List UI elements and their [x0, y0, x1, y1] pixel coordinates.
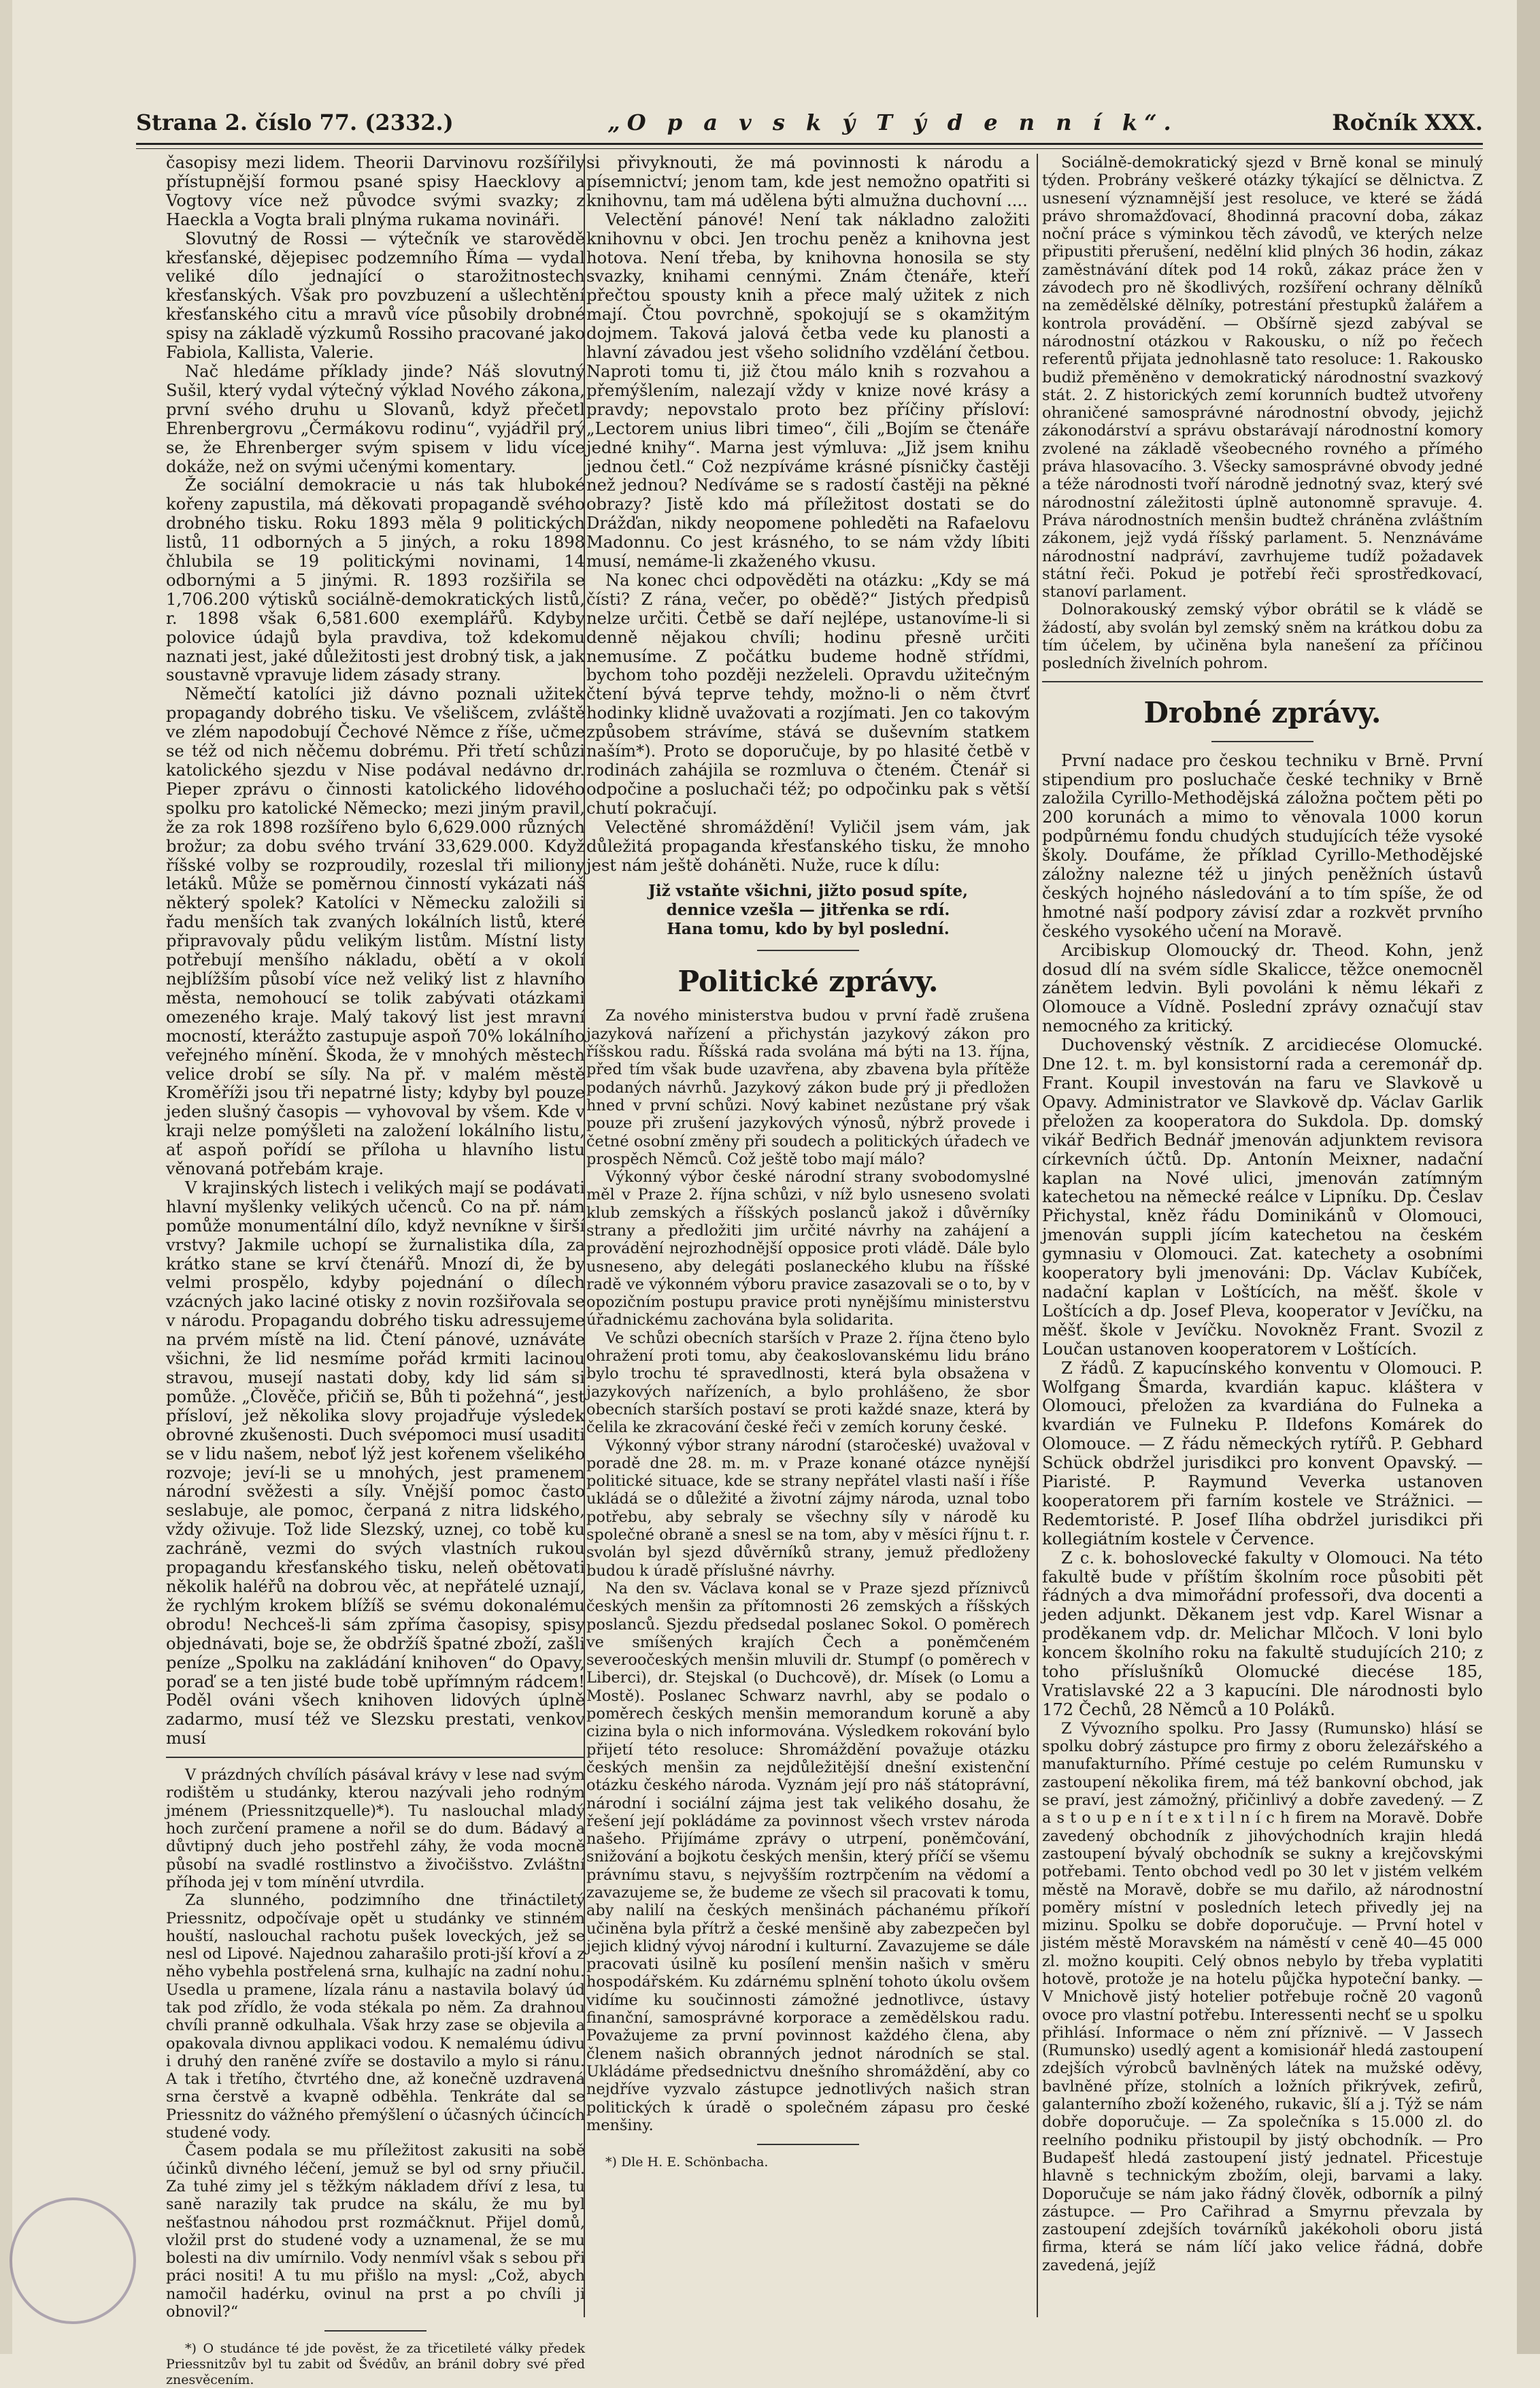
- header-rule: [136, 143, 1483, 145]
- page-left-edge: [0, 0, 12, 2354]
- footnote: *) Dle H. E. Schönbacha.: [605, 2155, 769, 2170]
- feuilleton-paragraph: Časem podala se mu příležitost zakusiti na sobě účinků divného léčení, jemuž se byl od srny přiučil. Za tuhé zimy jel s těžkým nákladem dříví z lesa, tu saně narazily tak prudce na skálu, že mu byl nešťastnou náhodou prst rozmáčknut. Přijel domů, vložil prst do studené vody a uznamenal, že se mu bolesti na div umírnilo. Vody nenmívl však s sebou při práci nositi! A tu mu přišlo na mysl: „Což, abych namočil hadérku, ovinul na prst a po chvíli ji obnovil?“: [166, 2142, 585, 2321]
- news-item: Z Vývozního spolku. Pro Jassy (Rumunsko) hlásí se spolku dobrý zástupce pro firmy z oboru železářského a manufakturního. Přímé cestuje po celém Rumunsku v zastoupení několika firem, má též bankovní obchod, jak se praví, jest zámožný, přičinlivý a dobře zavedený. — Z a s t o u p e n í t e x t i l n í c h firem na Moravě. Dobře zavedený obchodník z jihovýchodních krajin hledá zastoupení bývalý obchodník se sukny a krejčovskými potřebami. Tento obchod vedl po 30 let v jistém velkém městě na Moravě, dobře se mu dařilo, až národnostní poměry místní v posledních letech přivedly jej na mizinu. Spolku se dobře doporučuje. — První hotel v jistém městě Moravském na náměstí v ceně 40—45 000 zl. možno koupiti. Celý obnos nebylo by třeba vyplatiti hotově, protože je na hotelu půjčka hypoteční banky. — V Mnichově jistý hotelier potřebuje ročně 20 vagonů ovoce pro vlastní potřebu. Interessenti nechť se u spolku přihlásí. Informace o něm zní příznivě. — V Jassech (Rumunsko) usedlý agent a komisionář hledá zastoupení zdejších výrobců bavlněných látek na mužské oděvy, bavlněné příze, stolních a ložních přikrývek, zefirů, galanterního zboží koženého, rukavic, šlí a j. Týž se nám dobře doporučuje. — Za společníka s 15.000 zl. do reelního podniku přistoupil by jistý obchodník. — Pro Budapešť hledá zastoupení jistý jednatel. Přicestuje hlavně s technickým zbožím, oleji, barvami a laky. Doporučuje se nám jako řádný člověk, odborník a pilný zástupce. — Pro Cařihrad a Smyrnu převzala by zastoupení zdejších továrníků jakékoholi oboru jistá firma, která se nám líčí jako velice řádná, dobře zavedená, jejíž: [1042, 1719, 1483, 2274]
- page-header: [136, 106, 1483, 139]
- news-item: Arcibiskup Olomoucký dr. Theod. Kohn, jenž dosud dlí na svém sídle Skalicce, těžce onemocněl zánětem ledvin. Byli povoláni k němu lékaři z Olomouce a Vídně. Poslední zprávy označují stav nemocného za kritický.: [1042, 940, 1483, 1036]
- section-heading-political-news: Politické zprávy.: [677, 965, 939, 999]
- footnote-divider: [324, 2330, 426, 2332]
- page-right-edge: [1517, 0, 1540, 2354]
- paragraph: Že sociální demokracie u nás tak hluboké kořeny zapustila, má děkovati propagandě svého drobného tisku. Roku 1893 měla 9 politických listů, 11 odborných a 5 jiných, a roku 1898 čhlubila se 19 politickými novinami, 14 odbornými a 5 jinými. R. 1893 rozšiřila se 1,706.200 výtisků sociálně-demokratických listů, r. 1898 však 6,581.600 exemplářů. Kdyby polovice údajů byla pravdiva, tož kdekomu naznati jest, jaké důležitosti jest drobný tisk, a jak soustavně vpravuje lidem zásady strany.: [166, 476, 585, 685]
- paragraph: Velectěné shromáždění! Vyličil jsem vám, jak důležitá propaganda křesťanského tisku, že mnoho jest nám ještě doháněti. Nuže, ruce k dílu:: [586, 817, 1030, 875]
- paragraph: Slovutný de Rossi — výtečník ve starovědě křesťanské, dějepisec podzemního Říma — vydal veliké dílo jednající o starožitnostech křesťanských. Však pro povzbuzení a ušlechtění křesťanského citu a mravů více působily drobné spisy na základě výzkumů Rossiho pracované jako Fabiola, Kallista, Valerie.: [166, 229, 585, 363]
- news-item: Za nového ministerstva budou v první řadě zrušena jazyková nařízení a přichystán jazykový zákon pro říšskou radu. Říšská rada svolána má býti na 13. října, před tím však bude uzavřena, aby zbavena byla přítěže podaných návrhů. Jazykový zákon bude prý ji předložen hned v první schůzi. Nový kabinet nezůstane prý však pouze při zrušení jazykových výnosů, nýbrž provede i četné osobní změny při soudech a politických úřadech ve prospěch Němců. Což ještě tobo mají málo?: [586, 1007, 1030, 1168]
- section-divider: [1211, 741, 1313, 742]
- news-item: Z c. k. bohoslovecké fakulty v Olomouci. Na této fakultě bude v příštím školním roce působiti pět řádných a dva mimořádní professoři, dva docenti a jeden adjunkt. Děkanem jest vdp. Karel Wisnar a proděkanem vdp. dr. Melichar Mlčoch. V loni bylo koncem školního roku na fakultě studujících 210; z toho příslušníků Olomucké diecése 185, Vratislavské 22 a 3 kapucíni. Dle národnosti bylo 172 Čechů, 28 Němců a 10 Poláků.: [1042, 1548, 1483, 1719]
- header-volume: Ročník XXX.: [1332, 110, 1483, 135]
- poem-line: Hana tomu, kdo by byl poslední.: [667, 920, 950, 939]
- section-heading-short-news: Drobné zprávy.: [1143, 695, 1382, 729]
- news-item: Dolnorakouský zemský výbor obrátil se k vládě se žádostí, aby svolán byl zemský sněm na krátkou dobu za tím účelem, by učiněna byla nanešení za příčinou posledních živelních pohrom.: [1042, 601, 1483, 673]
- news-item: Výkonný výbor strany národní (staročeské) uvažoval v poradě dne 28. m. m. v Praze konané otázce nynější politické situace, kde se strany nepřátel vlasti naší i říše ukládá se o důležité a životní zájmy národa, uznal tobo potřebu, aby sebraly se všechny síly v národě ku společné obraně a snesl se na tom, aby v měsíci říjnu t. r. svolán byl sjezd důvěrníků strany, jemuž předloženy budou k úradě příslušné návrhy.: [586, 1436, 1030, 1580]
- column-3: [1042, 154, 1483, 2324]
- news-item: Z řádů. Z kapucínského konventu v Olomouci. P. Wolfgang Šmarda, kvardián kapuc. kláštera v Olomouci, přeložen za kvardiána do Fulneka a kvardián ve Fulneku P. Ildefons Komárek do Olomouce. — Z řádu německých rytířů. P. Gebhard Schück obdržel jurisdikci pro konvent Opavský. — Piaristé. P. Raymund Veverka ustanoven kooperatorem při farním kostele ve Strážnici. — Redemtoristé. P. Josef Ilíha obdržel jurisdikci při kollegiátním kostele v Července.: [1042, 1358, 1483, 1548]
- column-1: [166, 153, 585, 2388]
- paragraph: si přivyknouti, že má povinnosti k národu a písemnictví; jenom tam, kde jest nemožno opatřiti si knihovnu, tam má udělena býti almužna duchovní ....: [586, 153, 1030, 210]
- poem-line: dennice vzešla — jitřenka se rdí.: [666, 901, 950, 920]
- paragraph: Němečtí katolíci již dávno poznali užitek propagandy dobrého tisku. Ve všelišcem, zvláště ve zlém napodobují Čechové Němce z říše, učme se též od nich něčemu dobrému. Při třetí schůzi katolického sjezdu v Nise podával nedávno dr. Pieper zprávu o činnosti katolického lidového spolku pro katolické Německo; mezi jiným pravil, že za rok 1898 rozšířeno bylo 6,629.000 různých brožur; za dobu svého trvání 33,629.000. Když říšské volby se rozproudily, rozeslal tři miliony letáků. Může se poměrnou činností vykázati náš některý spolek? Katolíci v Německu založili si řadu menších tak zvaných lokálních listů, které připravovaly půdu velikým listům. Místní listy potřebují menšího nákladu, obětí a v okolí nejblížším působí více než veliký list z hlavního města, nemohoucí se tolik zabývati otázkami omezeného kraje. Malý takový list jest mravní mocností, kterážto zastupuje aspoň 70% lokálního veřejného mínění. Škoda, že v mnohých městech velice drobí se síly. Na př. v malém městě Kroměříži jsou tři nepatrné listy; kdyby byl pouze jeden slušný časopis — vyhovoval by všem. Kde v kraji nelze pomýšleti na založení lokálního listu, ať aspoň pořídí se příloha u hlavního listu věnovaná potřebám kraje.: [166, 684, 585, 1179]
- library-stamp: [10, 2198, 136, 2324]
- paragraph: Nač hledáme příklady jinde? Náš slovutný Sušil, který vydal výtečný výklad Nového zákona, první svého druhu u Slovanů, když přečetl Ehrenbergrovu „Čermákovu rodinu“, vyjádřil prý se, že Ehrenberger svým spisem v lidu více dokáže, než on svými učenými komentary.: [166, 361, 585, 476]
- header-page-number: Strana 2. číslo 77. (2332.): [136, 110, 454, 135]
- column-divider: [1037, 154, 1038, 2317]
- news-item: Na den sv. Václava konal se v Praze sjezd příznivců českých menšin za přítomnosti 26 zemských a říšských poslanců. Sjezdu předsedal poslanec Sokol. O poměrech ve smíšených krajích Čech a poněmčeném severoočeských menšin mluvili dr. Stumpf (o poměrech v Liberci), dr. Stejskal (o Duchcově), dr. Mísek (o Lomu a Mostě). Poslanec Schwarz navrhl, aby se podalo o poměrech českých menšin memorandum koruně a aby cizina byla o nich informována. Výsledkem rokování bylo přijetí této resoluce: Shromáždění považuje otázku českých menšin za nejdůležitější dnešní existenční otázku českého národa. Vyznám její pro náš státoprávní, národní i sociální zájma jest tak velikého dosahu, že řešení její pokládáme za povinnost všech vrstev národa našeho. Přijímáme zprávy o utrpení, poněmčování, snižování a bojkotu českých menšin, který příčí se všemu právnímu stavu, s nejvyšším roztrpčením na vědomí a zavazujeme se, že budeme ze všech sil pracovati k tomu, aby nalilí na českých menšinách páchanému příkoří učiněna byla přítrž a české menšině aby zabezpečen byl jejich klidný vývoj národní i kulturní. Zavazujeme se dále pracovati úsilně ku posílení menšin našich v směru hospodářském. Ku zdárnému splnění tohoto úkolu ovšem vidíme ku součinnosti zámožné jednotlivce, ústavy finanční, samosprávné korporace a zemědělskou radu. Považujeme za první povinnost každého člena, aby členem našich obranných jednot národních se stal. Ukládáme předsednictvu dnešního shromáždění, aby co nejdříve vyzvalo zástupce jednotlivých našich stran politických k úradě o společném zápasu pro české menšiny.: [586, 1579, 1030, 2134]
- poem-line: Již vstaňte všichni, jižto posud spíte,: [648, 882, 969, 901]
- footnote: *) O studánce té jde pověst, že za třicetileté války předek Priessnitzův byl tu zabit od Švédův, an bránil dobry své před znesvěcením.: [166, 2341, 585, 2388]
- header-newspaper-title: „O p a v s k ý T ý d e n n í k“.: [607, 110, 1178, 135]
- header-rule-thin: [136, 148, 1483, 149]
- paragraph: Na konec chci odpověděti na otázku: „Kdy se má čísti? Z rána, večer, po obědě?“ Jistých předpisů nelze určiti. Četbě se daří nejlépe, ustanovíme-li si denně nějakou chvíli; hodinu přesně určiti nemusíme. Z počátku budeme hodně střídmi, bychom toho později nezželeli. Opravdu užitečným čtení bývá teprve tehdy, možno-li o něm čtvrť hodinky klidně uvažovati a rozjímati. Jen co takovým způsobem strávíme, stává se duševním statkem naším*). Proto se doporučuje, by po hlasité četbě v rodinách zahájila se rozmluva o čteném. Čtenář si odpočine a posluchači též; po odpočinku pak s větší chutí pokračují.: [586, 570, 1030, 818]
- paragraph: Velectění pánové! Není tak nákladno založiti knihovnu v obci. Jen trochu peněz a knihovna jest hotova. Není třeba, by knihovna honosila se sty svazky, knihami cennými. Znám čtenáře, kteří přečtou spousty knih a přece malý užitek z nich mají. Čtou povrchně, spokojují se s okamžitým dojmem. Taková jalová četba vede ku planosti a hlavní závadou jest všeho solidního vzdělání četbou. Naproti tomu ti, již čtou málo knih s rozvahou a přemýšlením, nalezají vždy v knize nové krásy a pravdy; nepovstalo proto bez příčiny přísloví: „Lectorem unius libri timeo“, čili „Bojím se čtenáře jedné knihy“. Marna jest výmluva: „Již jsem knihu jednou četl.“ Což nezpíváme krásné písničky častěji než jednou? Nedíváme se s radostí častěji na pěkné obrazy? Jistě kdo má příležitost dostati se do Drážďan, nikdy neopomene pohleděti na Rafaelovu Madonnu. Co jest krásného, to se nám vždy líbiti musí, nemáme-li zkaženého vkusu.: [586, 210, 1030, 571]
- footnote-divider: [757, 2144, 859, 2145]
- news-item: Výkonný výbor české národní strany svobodomyslné měl v Praze 2. října schůzi, v níž bylo usneseno svolati klub zemských a říšských poslanců jakož i důvěrníky strany a předložiti jim určité návrhy na zahájení a provádění nejrozhodnější opposice proti vládě. Dále bylo usneseno, aby delegáti poslaneckého klubu na říšské radě ve výkonném výboru pravice zasazovali se o to, by v opozičním postupu pravice proti nynějšímu ministerstvu úřadnickému zachována byla solidarita.: [586, 1168, 1030, 1329]
- news-item: Duchovenský věstník. Z arcidiecése Olomucké. Dne 12. t. m. byl konsistorní rada a ceremonář dp. Frant. Koupil investován na faru ve Slavkově u Opavy. Administrator ve Slavkově dp. Václav Garlik přeložen za kooperatora do Sukdola. Dp. domský vikář Bedřich Bednář jmenován adjunktem revisora církevních účtů. Dp. Antonín Meixner, nadační kaplan na Nové ulici, jmenován zatímným katechetou na německé reálce v Lipníku. Dp. Česlav Přichystal, kněz řádu Dominikánů v Olomouci, jmenován suppli jícím katechetou na českém gymnasiu v Olomouci. Zat. katechety a osobními kooperatory byli jmenováni: Dp. Václav Kubíček, nadační kaplan v Loštících, na měšť. škole v Loštících a dp. Josef Pleva, kooperator v Jevíčku, na měšť. škole v Jevíčku. Novokněz Frant. Svozil z Loučan ustanoven kooperatorem v Loštících.: [1042, 1035, 1483, 1359]
- paragraph: V krajinských listech i velikých mají se podávati hlavní myšlenky velikých učenců. Co na př. nám pomůže monumentální dílo, když nevníkne v širší vrstvy? Jakmile uchopí se žurnalistika díla, za krátko stane se krví čtenářů. Mnozí di, že by velmi prospělo, kdyby pojednání o dílech vzácných jako laciné otisky z novin rozšiřovala se v národu. Propagandu dobrého tisku adressujeme na prvém místě na lid. Čtení pánové, uznáváte všichni, že lid nesmíme pořád krmiti lacinou stravou, musejí nastati doby, kdy lid sám si pomůže. „Člověče, přičiň se, Bůh ti požehná“, jest přísloví, jež několika slovy projadřuje výsledek obrovné zkušenosti. Duch svépomoci musí usaditi se v lidu našem, neboť lýž jest kořenem všelikého rozvoje; jeví-li se u mnohých, jest pramenem národní svěžesti a síly. Vnější pomoc často seslabuje, ale pomoc, čerpaná z nitra lidského, vždy oživuje. Tož lide Slezský, uznej, co tobě ku zachráně, vezmi do svých vlastních rukou propagandu křesťanského tisku, neleň obětovati několik haléřů na dobrou věc, at nepřátelé uznají, že rychlým krokem blížíš se svému dokonalému obrodu! Nechceš-li sám zpříma časopisy, spisy objednávati, boje se, že obdržíš špatné zboží, zašli peníze „Spolku na zakládání knihoven“ do Opavy, poraď se a ten jisté bude tobě upřímným rádcem! Poděl ováni všech knihoven lidových úplně zadarmo, musí též ve Slezsku prestati, venkov musí: [166, 1178, 585, 1748]
- news-item: Sociálně-demokratický sjezd v Brně konal se minulý týden. Probrány veškeré otázky týkající se dělnictva. Z usnesení významnější jest resoluce, ve které se žádá právo shromažďovací, 8hodinná pracovní doba, zákaz noční práce s výminkou těch závodů, ve kterých nelze připustiti přerušení, nedělní klid plných 36 hodin, zákaz zaměstnávání dítek pod 14 roků, zákaz práce žen v závodech pro ně škodlivých, rozšíření ochrany dělníků na zemědělské dělníky, potrestání přestupků žalářem a kontrola provádění. — Obšírně sjezd zabýval se národnostní otázkou v Rakousku, o níž po řečech referentů přijata jednohlasně tato resoluce: 1. Rakousko budiž přeměněno v demokratický národnostní svazkový stát. 2. Z historických zemí korunních budtež utvořeny ohraničené samosprávné národnostní obvody, jejichž zákonodárství a správu obstarávají národnostní komory zvolené na základě všeobecného rovného a přímého práva hlasovacího. 3. Všecky samosprávné obvody jedné a téže národnosti tvoří národně jednotný svaz, který své národnostní záležitosti úplně autonomně spravuje. 4. Práva národnostních menšin budtež chráněna zvláštním zákonem, jejž vydá říšský parlament. 5. Nenznáváme národnostní nadpráví, zavrhujeme tudíž požadavek státní řeči. Pokud je potřebí řeči sprostředkovací, stanoví parlament.: [1042, 154, 1483, 601]
- poem: [586, 882, 1030, 939]
- section-divider: [1042, 681, 1483, 682]
- feuilleton-paragraph: V prázdných chvílích pásával krávy v lese nad svým rodištěm u studánky, kterou nazývali jeho rodným jménem (Priessnitzquelle)*). Tu naslouchal mladý hoch zurčení pramene a nořil se do dum. Bádavý a důvtipný duch jeho postřehl záhy, že voda mocně působí na svadlé rostlinstvo a živočišstvo. Zvláštní příhoda jej v tom mínění utvrdila.: [166, 1766, 585, 1891]
- section-divider: [757, 950, 859, 951]
- paragraph: časopisy mezi lidem. Theorii Darvinovu rozšířily přístupnější formou psané spisy Haecklovy a Vogtovy více než původce svými svazky; z Haeckla a Vogta brali plnýma rukama novináři.: [166, 153, 585, 229]
- section-divider: [166, 1757, 585, 1758]
- feuilleton-paragraph: Za slunného, podzimního dne třináctiletý Priessnitz, odpočívaje opět u studánky ve stinném houští, naslouchal rachotu pušek loveckých, jež se nesl od Lipové. Najednou zaharašilo proti-jší křoví a z něho vybehla postřelená srna, kulhajíc na zadní nohu. Usedla u pramene, lízala ránu a nastavila bolavý úd tak pod zřídlo, že voda stékala po něm. Za drahnou chvíli pranně odkulhala. Však hrzy zase se objevila a opakovala divnou applikaci vodou. K nemalému údivu i druhý den raněné zvíře se dostavilo a mylo si ránu. A tak i třetího, čtvrtého dne, až konečně uzdravená srna čerstvě a kvapně odběhla. Tenkráte dal se Priessnitz do vážného přemýšlení o účasných účincích studené vody.: [166, 1891, 585, 2142]
- news-item: První nadace pro českou techniku v Brně. První stipendium pro posluchače české techniky v Brně založila Cyrillo-Methodějská záložna počtem pěti po 200 korunách a mimo to věnovala 1000 korun podpůrnému fondu chudých studujících téže vysoké školy. Doufáme, že příklad Cyrillo-Methodějské záložny nalezne též u jiných peněžních ústavů českých hojného následování a to tím spíše, že od hmotné naší podpory závisí zdar a rozkvět prvního českého vysokého učení na Moravě.: [1042, 750, 1483, 941]
- column-2: [586, 154, 1030, 2324]
- news-item: Ve schůzi obecních starších v Praze 2. října čteno bylo ohražení proti tomu, aby čeakoslovanskému lidu bráno bylo trochu té spravedlnosti, která byla obsažena v jazykových nařízeních, a bylo prohlášeno, že sbor obecních starších postaví se proti každé snaze, která by čelila ke zkracování české řeči v zemích koruny české.: [586, 1329, 1030, 1437]
